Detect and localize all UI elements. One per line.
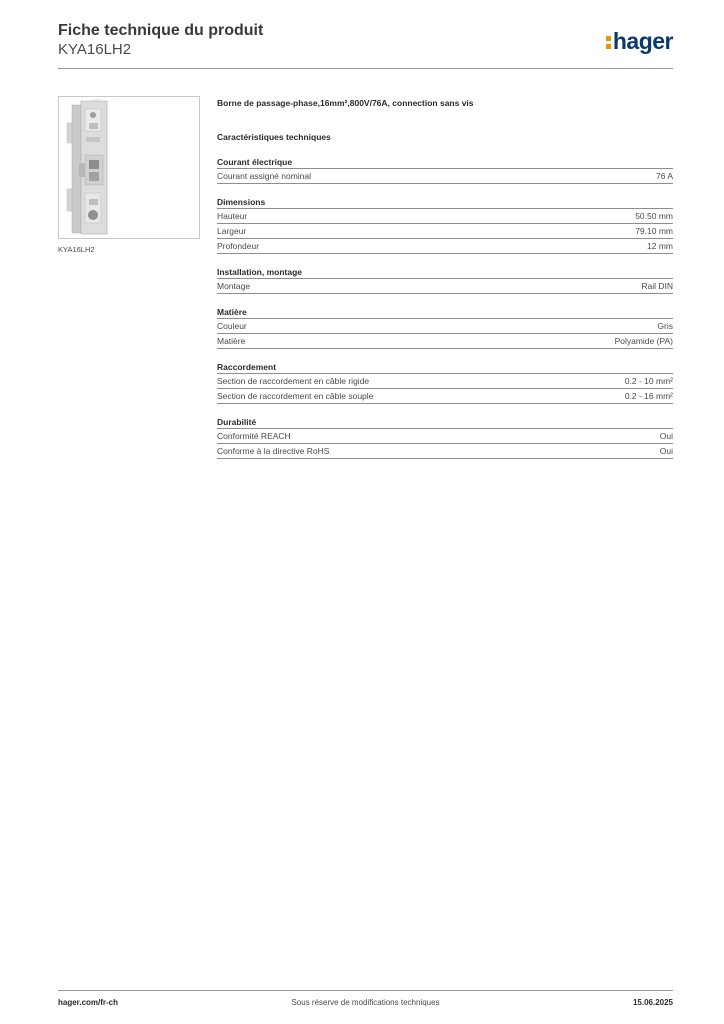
section-material [217,306,673,349]
product-description: Borne de passage-phase,16mm²,800V/76A, connection sans vis [217,98,474,108]
section-electrical-current [217,156,673,184]
section-connection [217,361,673,404]
spec-value: Oui [659,446,673,456]
spec-value: Gris [657,321,673,331]
spec-row [217,224,673,239]
footer-website-link[interactable]: hager.com/fr-ch [58,998,119,1007]
spec-label: Courant assigné nominal [217,171,312,181]
spec-row [217,334,673,349]
spec-value: 12 mm [647,241,673,251]
spec-value: 0.2 - 16 mm² [624,391,673,401]
product-image [58,96,200,239]
spec-label: Matière [217,336,246,346]
spec-label: Profondeur [217,241,260,251]
spec-value: 79.10 mm [635,226,673,236]
spec-value: 50.50 mm [635,211,673,221]
footer-date: 15.06.2025 [632,998,673,1007]
spec-row [217,429,673,444]
section-dimensions [217,196,673,254]
spec-label: Conforme à la directive RoHS [217,446,330,456]
image-caption: KYA16LH2 [58,245,95,254]
section-title: Matière [217,306,673,319]
spec-row [217,169,673,184]
technical-characteristics-title: Caractéristiques techniques [217,132,331,142]
spec-row [217,389,673,404]
spec-row [217,279,673,294]
spec-label: Largeur [217,226,247,236]
spec-row [217,374,673,389]
section-title: Raccordement [217,361,673,374]
logo-colon-mark [606,32,611,50]
spec-row [217,444,673,459]
hager-logo [606,28,673,54]
header-divider [58,68,673,69]
page-header [58,20,673,70]
spec-value: 0.2 - 10 mm² [624,376,673,386]
spec-row [217,209,673,224]
section-installation [217,266,673,294]
section-durability [217,416,673,459]
spec-label: Montage [217,281,251,291]
section-title: Dimensions [217,196,673,209]
spec-value: 76 A [655,171,673,181]
spec-label: Conformité REACH [217,431,291,441]
spec-value: Oui [659,431,673,441]
datasheet-content [217,96,673,459]
footer-divider [58,990,673,991]
section-title: Installation, montage [217,266,673,279]
section-title: Courant électrique [217,156,673,169]
product-reference: KYA16LH2 [58,41,132,58]
spec-label: Section de raccordement en câble souple [217,391,374,401]
footer-disclaimer: Sous réserve de modifications techniques [291,998,440,1007]
spec-label: Section de raccordement en câble rigide [217,376,370,386]
spec-row [217,319,673,334]
spec-label: Hauteur [217,211,248,221]
spec-label: Couleur [217,321,247,331]
logo-text: hager [612,27,673,54]
section-title: Durabilité [217,416,673,429]
spec-row [217,239,673,254]
document-title: Fiche technique du produit [58,22,264,39]
spec-value: Rail DIN [641,281,673,291]
page-footer [58,998,673,1010]
terminal-block-illustration [59,97,199,238]
spec-value: Polyamide (PA) [614,336,673,346]
